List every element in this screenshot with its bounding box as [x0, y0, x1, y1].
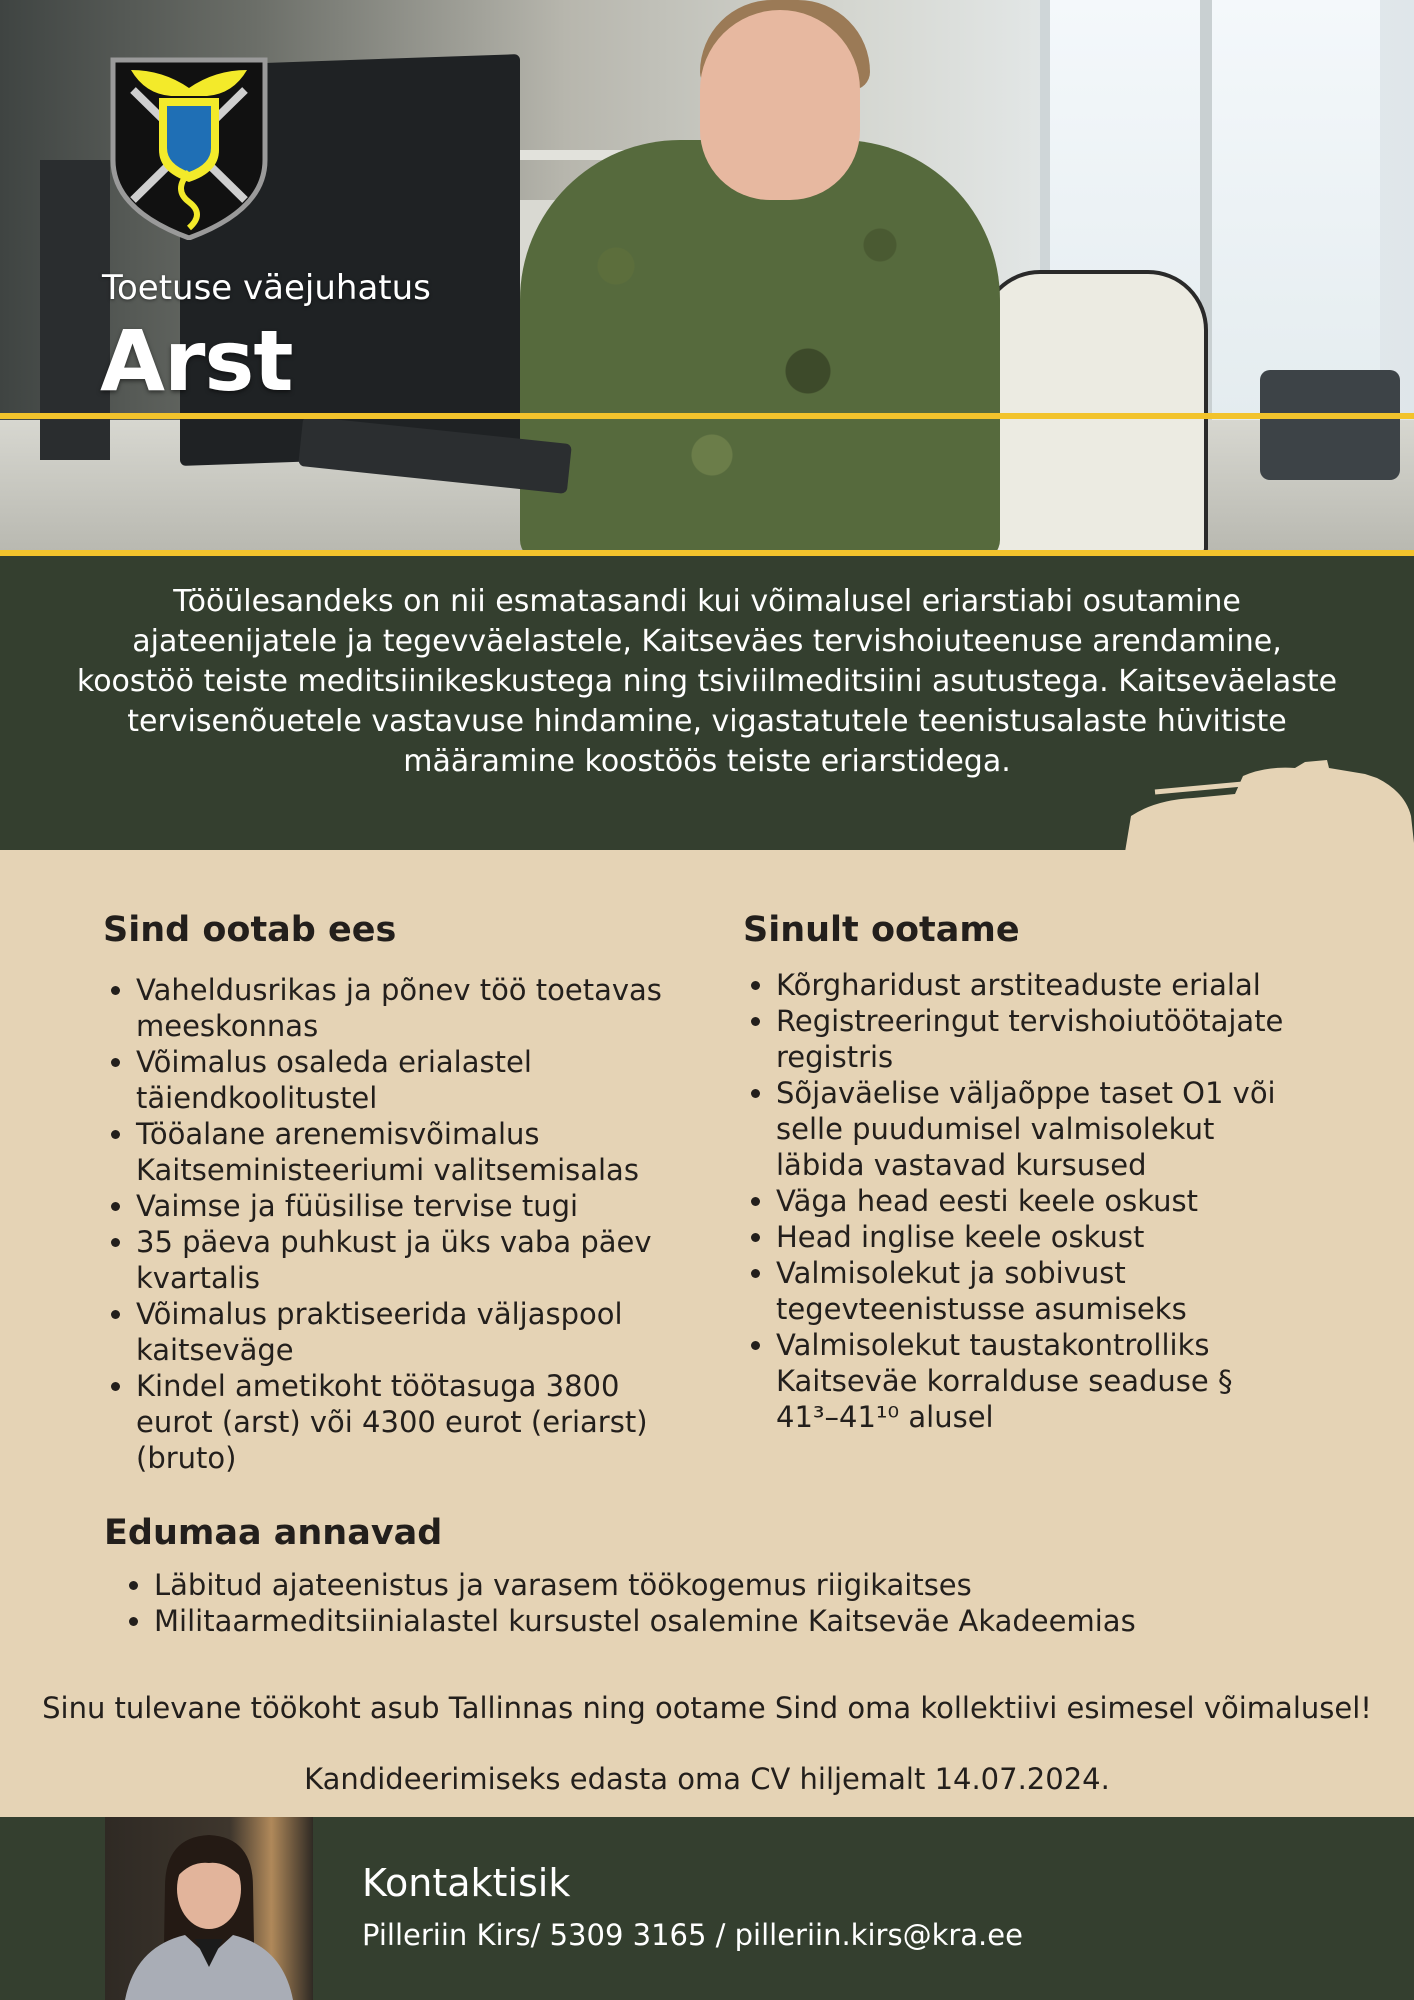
list-item: • 35 päeva puhkust ja üks vaba päev kvartalis	[136, 1224, 663, 1296]
requirements-list	[743, 967, 1303, 1435]
list-item: • Tööalane arenemisvõimalus Kaitseministeeriumi valitsemisalas	[136, 1116, 663, 1188]
list-item: • Võimalus praktiseerida väljaspool kaitseväge	[136, 1296, 663, 1368]
contact-person-avatar	[105, 1817, 313, 2000]
list-item: • Kõrgharidust arstiteaduste erialal	[776, 967, 1303, 1003]
requirements-heading: Sinult ootame	[743, 910, 1020, 950]
head-decor	[700, 10, 860, 200]
offer-heading: Sind ootab ees	[103, 910, 397, 950]
location-note: Sinu tulevane töökoht asub Tallinnas ning ootame Sind oma kollektiivi esimesel võimalusel!	[42, 1691, 1372, 1725]
phone-decor	[1260, 370, 1400, 480]
list-item: • Läbitud ajateenistus ja varasem töökogemus riigikaitses	[154, 1567, 1354, 1603]
hero-photo	[0, 0, 1414, 550]
offer-list	[103, 972, 663, 1476]
gold-divider-top	[0, 413, 1414, 419]
requirements-section	[743, 910, 1303, 1435]
intro-text: Tööülesandeks on nii esmatasandi kui võimalusel eriarstiabi osutamine ajateenijatele ja tegevväelastele, Kaitseväes tervishoiuteenuse arendamine, koostöö teiste meditsiinikeskustega ning tsiviilmeditsiini asutustega. Kaitseväelaste tervisenõuetele vastavuse hindamine, vigastatutele teenistusalaste hüvitiste määramine koostöös teiste eriarstidega.	[76, 584, 1338, 779]
contact-details: Pilleriin Kirs/ 5309 3165 / pilleriin.kirs@kra.ee	[362, 1918, 1023, 1952]
list-item: • Kindel ametikoht töötasuga 3800 eurot (arst) või 4300 eurot (eriarst) (bruto)	[136, 1368, 663, 1476]
advantages-heading: Edumaa annavad	[104, 1513, 443, 1553]
list-item: • Võimalus osaleda erialastel täiendkoolitustel	[136, 1044, 663, 1116]
list-item: • Valmisolekut taustakontrolliks Kaitseväe korralduse seaduse § 41³–41¹⁰ alusel	[776, 1327, 1303, 1435]
list-item: • Vaimse ja füüsilise tervise tugi	[136, 1188, 663, 1224]
emblem-logo	[103, 50, 275, 240]
offer-section	[103, 910, 663, 1476]
list-item: • Militaarmeditsiinialastel kursustel osalemine Kaitseväe Akadeemias	[154, 1603, 1354, 1639]
list-item: • Registreeringut tervishoiutöötajate registris	[776, 1003, 1303, 1075]
tank-silhouette-icon	[1115, 756, 1414, 852]
list-item: • Valmisolekut ja sobivust tegevteenistusse asumiseks	[776, 1255, 1303, 1327]
chair-decor	[980, 270, 1208, 550]
list-item: • Sõjaväelise väljaõppe taset O1 või selle puudumisel valmisolekut läbida vastavad kursused	[776, 1075, 1303, 1183]
contact-footer	[0, 1817, 1414, 2000]
advantages-list	[104, 1567, 1354, 1639]
contact-photo	[105, 1817, 313, 2000]
hero-subtitle: Toetuse väejuhatus	[102, 268, 431, 308]
list-item: • Vaheldusrikas ja põnev töö toetavas meeskonnas	[136, 972, 663, 1044]
soldier-figure	[520, 140, 1000, 550]
page-title: Arst	[100, 312, 293, 410]
contact-title: Kontaktisik	[362, 1861, 571, 1905]
intro-band	[0, 556, 1414, 850]
list-item: • Väga head eesti keele oskust	[776, 1183, 1303, 1219]
advantages-section	[104, 1513, 1354, 1639]
deadline-note: Kandideerimiseks edasta oma CV hiljemalt 14.07.2024.	[304, 1762, 1110, 1796]
list-item: • Head inglise keele oskust	[776, 1219, 1303, 1255]
